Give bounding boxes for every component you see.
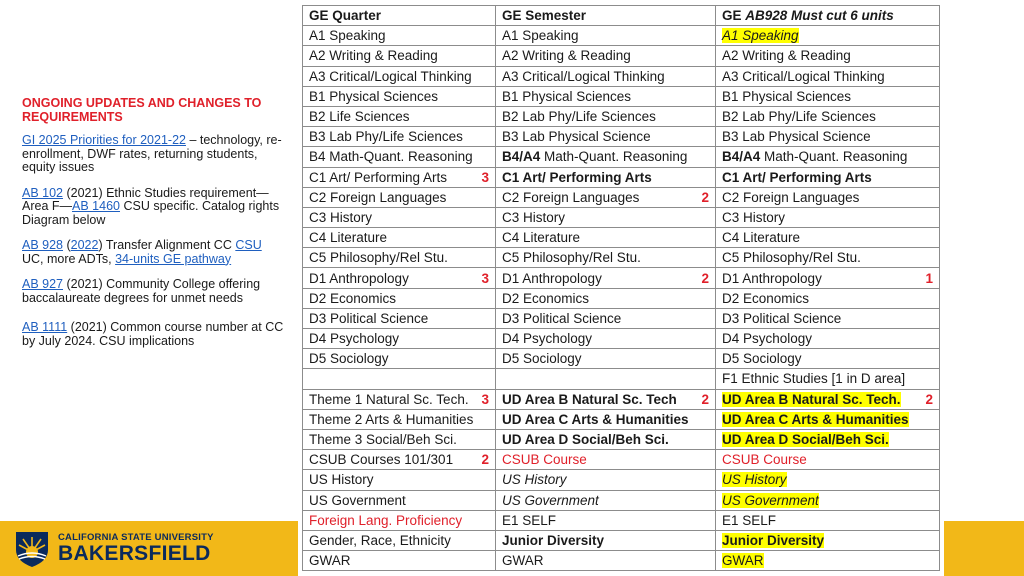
table-row — [303, 268, 940, 288]
table-cell — [716, 26, 940, 46]
table-cell — [496, 207, 716, 227]
cell-text: C4 Literature — [502, 230, 581, 246]
cell-text: B2 Lab Phy/Life Sciences — [722, 109, 876, 125]
table-cell — [496, 369, 716, 389]
table-cell — [303, 288, 496, 308]
table-cell — [303, 106, 496, 126]
cell-text: GWAR — [502, 553, 544, 569]
cell-text: C4 Literature — [309, 230, 388, 246]
cell-text: E1 SELF — [722, 512, 777, 528]
cell-text: A1 Speaking — [722, 28, 799, 44]
table-cell — [303, 207, 496, 227]
table-row — [303, 329, 940, 349]
table-cell — [716, 167, 940, 187]
footer-bar-right — [944, 521, 1024, 576]
table-cell — [303, 551, 496, 571]
table-cell — [496, 268, 716, 288]
unit-count: 1 — [925, 270, 933, 286]
cell-text: C1 Art/ Performing Arts — [502, 169, 652, 185]
table-cell — [303, 510, 496, 530]
table-cell — [496, 288, 716, 308]
table-cell — [716, 86, 940, 106]
table-cell — [716, 268, 940, 288]
table-row — [303, 409, 940, 429]
table-cell — [496, 66, 716, 86]
unit-count: 2 — [925, 391, 933, 407]
table-row — [303, 106, 940, 126]
table-row — [303, 228, 940, 248]
cell-text: US History — [722, 472, 787, 488]
table-row — [303, 147, 940, 167]
table-cell — [716, 248, 940, 268]
link-ab-928[interactable]: AB 928 — [22, 238, 64, 252]
table-cell — [496, 329, 716, 349]
cell-text: E1 SELF — [502, 512, 557, 528]
table-cell — [303, 46, 496, 66]
unit-count: 3 — [481, 391, 489, 407]
table-cell: B4/A4 Math-Quant. Reasoning — [716, 147, 940, 167]
cell-text: Junior Diversity — [502, 532, 605, 548]
table-cell — [496, 228, 716, 248]
table-cell — [496, 127, 716, 147]
table-cell: B4/A4 Math-Quant. Reasoning — [496, 147, 716, 167]
cell-text: US History — [309, 472, 374, 488]
table-cell — [303, 26, 496, 46]
table-row — [303, 470, 940, 490]
link-ab-1111[interactable]: AB 1111 — [22, 320, 68, 334]
cell-text: D3 Political Science — [502, 310, 622, 326]
table-cell — [496, 308, 716, 328]
cell-text: C2 Foreign Languages — [722, 189, 860, 205]
cell-text: D2 Economics — [502, 290, 590, 306]
cell-text: CSUB Course — [502, 452, 587, 468]
cell-text: D3 Political Science — [722, 310, 842, 326]
table-cell — [496, 530, 716, 550]
table-cell — [496, 106, 716, 126]
table-cell — [496, 389, 716, 409]
table-cell — [716, 470, 940, 490]
left-panel — [22, 96, 284, 360]
cell-text: D4 Psychology — [309, 331, 400, 347]
cell-text: Math-Quant. Reasoning — [544, 149, 688, 165]
table-row — [303, 429, 940, 449]
table-cell — [496, 187, 716, 207]
cell-text: Theme 1 Natural Sc. Tech. — [309, 391, 469, 407]
cell-text: A3 Critical/Logical Thinking — [722, 68, 885, 84]
table-cell — [303, 268, 496, 288]
table-row — [303, 248, 940, 268]
note-ab-102: AB 102 (2021) Ethnic Studies requirement—Area F—AB 1460 CSU specific. Catalog rights Diagram below — [22, 185, 280, 227]
table-cell — [303, 228, 496, 248]
table-cell — [716, 450, 940, 470]
cell-text: CSUB Courses 101/301 — [309, 452, 454, 468]
note-gi-2025: GI 2025 Priorities for 2021-22 – technology, re-enrollment, DWF rates, returning students, equity issues — [22, 133, 282, 174]
table-row — [303, 66, 940, 86]
cell-text: Math-Quant. Reasoning — [764, 149, 908, 165]
table-cell — [303, 530, 496, 550]
table-cell — [496, 86, 716, 106]
table-cell — [496, 510, 716, 530]
cell-text: GWAR — [722, 553, 764, 569]
link-csu[interactable]: CSU — [235, 238, 262, 252]
cell-text: C4 Literature — [722, 230, 801, 246]
cell-text: A3 Critical/Logical Thinking — [309, 68, 472, 84]
cell-text: UD Area C Arts & Humanities — [502, 411, 689, 427]
table-row — [303, 26, 940, 46]
table-cell — [303, 147, 496, 167]
cell-text: Theme 2 Arts & Humanities — [309, 411, 474, 427]
cell-text: B1 Physical Sciences — [502, 88, 632, 104]
table-cell — [496, 46, 716, 66]
header-ge-semester: GE Semester — [496, 6, 716, 26]
cell-text: D3 Political Science — [309, 310, 429, 326]
table-row — [303, 187, 940, 207]
cell-text: B1 Physical Sciences — [309, 88, 439, 104]
header-ge-ab928: GE AB928 Must cut 6 units — [716, 6, 940, 26]
table-header-row — [303, 6, 940, 26]
table-cell — [303, 409, 496, 429]
cell-text: C3 History — [502, 209, 566, 225]
table-cell — [716, 490, 940, 510]
cell-text: C5 Philosophy/Rel Stu. — [722, 250, 861, 266]
table-row — [303, 450, 940, 470]
table-cell — [496, 167, 716, 187]
table-cell — [496, 490, 716, 510]
cell-text: D2 Economics — [309, 290, 397, 306]
cell-text: C3 History — [309, 209, 373, 225]
link-ab-1460[interactable]: AB 1460 — [72, 199, 120, 213]
link-gi-2025[interactable]: GI 2025 Priorities for 2021-22 — [22, 133, 186, 147]
table-cell — [303, 127, 496, 147]
header-ge-quarter: GE Quarter — [303, 6, 496, 26]
table-row — [303, 288, 940, 308]
cell-text: A1 Speaking — [309, 28, 386, 44]
cell-text: D5 Sociology — [309, 351, 389, 367]
table-cell — [716, 288, 940, 308]
table-cell — [303, 450, 496, 470]
unit-count: 2 — [701, 270, 709, 286]
cell-text: US History — [502, 472, 567, 488]
cell-text: Theme 3 Social/Beh Sci. — [309, 432, 457, 448]
logo-university-line: CALIFORNIA STATE UNIVERSITY — [58, 531, 214, 543]
cell-text: F1 Ethnic Studies [1 in D area] — [722, 371, 906, 387]
table-cell — [496, 409, 716, 429]
cell-text: A2 Writing & Reading — [502, 48, 631, 64]
sun-rays-logo-icon — [12, 528, 52, 568]
table-row — [303, 46, 940, 66]
table-cell — [303, 369, 496, 389]
table-cell — [716, 369, 940, 389]
cell-text: UD Area C Arts & Humanities — [722, 411, 909, 427]
cell-text: US Government — [502, 492, 599, 508]
cell-text: B2 Lab Phy/Life Sciences — [502, 109, 656, 125]
table-cell — [716, 409, 940, 429]
table-cell — [496, 450, 716, 470]
table-cell — [716, 308, 940, 328]
cell-text: C1 Art/ Performing Arts — [722, 169, 872, 185]
table-cell — [303, 167, 496, 187]
table-row — [303, 510, 940, 530]
unit-count: 2 — [481, 452, 489, 468]
table-cell — [716, 389, 940, 409]
table-cell — [716, 510, 940, 530]
table-row — [303, 167, 940, 187]
table-cell — [303, 349, 496, 369]
cell-text: C1 Art/ Performing Arts — [309, 169, 448, 185]
table-row — [303, 369, 940, 389]
cell-text: D1 Anthropology — [722, 270, 822, 286]
table-cell — [716, 46, 940, 66]
link-2022[interactable]: 2022 — [70, 238, 99, 252]
cell-text: US Government — [722, 492, 819, 508]
table-cell — [496, 349, 716, 369]
table-cell — [303, 470, 496, 490]
table-cell — [716, 207, 940, 227]
cell-text: Junior Diversity — [722, 532, 825, 548]
table-cell — [496, 429, 716, 449]
cell-text: C5 Philosophy/Rel Stu. — [502, 250, 641, 266]
cell-text: CSUB Course — [722, 452, 807, 468]
table-cell — [716, 551, 940, 571]
csub-logo — [12, 528, 214, 568]
table-row — [303, 86, 940, 106]
cell-text: B4 Math-Quant. Reasoning — [309, 149, 473, 165]
link-ab-102[interactable]: AB 102 — [22, 185, 64, 200]
cell-text: D4 Psychology — [502, 331, 593, 347]
unit-count: 3 — [481, 169, 489, 185]
table-cell — [303, 248, 496, 268]
cell-text: UD Area D Social/Beh Sci. — [722, 432, 889, 448]
table-cell — [716, 530, 940, 550]
table-cell — [303, 329, 496, 349]
table-cell — [716, 349, 940, 369]
table-cell — [303, 86, 496, 106]
table-row — [303, 349, 940, 369]
cell-text: B3 Lab Physical Science — [722, 129, 871, 145]
table-cell — [496, 248, 716, 268]
logo-campus-name: BAKERSFIELD — [58, 541, 211, 565]
table-cell — [496, 26, 716, 46]
table-cell — [496, 551, 716, 571]
table-row — [303, 530, 940, 550]
cell-text: Gender, Race, Ethnicity — [309, 532, 451, 548]
cell-text: UD Area D Social/Beh Sci. — [502, 432, 669, 448]
table-cell — [303, 187, 496, 207]
table-row — [303, 127, 940, 147]
table-cell — [303, 490, 496, 510]
cell-text: C2 Foreign Languages — [502, 189, 640, 205]
table-cell — [716, 329, 940, 349]
unit-count: 2 — [701, 189, 709, 205]
table-row — [303, 551, 940, 571]
cell-text: C2 Foreign Languages — [309, 189, 447, 205]
table-row — [303, 490, 940, 510]
table-cell — [303, 389, 496, 409]
cell-text: D1 Anthropology — [502, 270, 602, 286]
cell-text: D5 Sociology — [502, 351, 582, 367]
cell-text: US Government — [309, 492, 406, 508]
link-ab-927[interactable]: AB 927 — [22, 277, 64, 291]
cell-text: A2 Writing & Reading — [722, 48, 851, 64]
cell-text: B1 Physical Sciences — [722, 88, 852, 104]
table-row — [303, 207, 940, 227]
table-cell — [716, 228, 940, 248]
note-ab-1111: AB 1111 (2021) Common course number at CC by July 2024. CSU implications — [22, 320, 284, 348]
link-34-units-ge-pathway[interactable]: 34-units GE pathway — [115, 251, 232, 266]
cell-text: A2 Writing & Reading — [309, 48, 438, 64]
unit-count: 2 — [701, 391, 709, 407]
cell-text: A3 Critical/Logical Thinking — [502, 68, 665, 84]
cell-text: A1 Speaking — [502, 28, 579, 44]
cell-text: GWAR — [309, 553, 351, 569]
ge-comparison-table — [302, 5, 940, 571]
table-row — [303, 308, 940, 328]
cell-text: Foreign Lang. Proficiency — [309, 512, 463, 528]
cell-text: D1 Anthropology — [309, 270, 409, 286]
table-cell — [303, 308, 496, 328]
cell-text: UD Area B Natural Sc. Tech — [502, 391, 677, 407]
table-cell — [716, 106, 940, 126]
table-cell — [716, 429, 940, 449]
unit-count: 3 — [481, 270, 489, 286]
note-ab-927: AB 927 (2021) Community College offering baccalaureate degrees for unmet needs — [22, 277, 261, 305]
cell-text: D2 Economics — [722, 290, 810, 306]
table-cell — [716, 66, 940, 86]
cell-text: UD Area B Natural Sc. Tech. — [722, 391, 901, 407]
cell-text: D5 Sociology — [722, 351, 802, 367]
cell-text: C5 Philosophy/Rel Stu. — [309, 250, 448, 266]
table-row — [303, 389, 940, 409]
cell-text: C3 History — [722, 209, 786, 225]
table-cell — [303, 66, 496, 86]
table-cell — [303, 429, 496, 449]
cell-text: B3 Lab Physical Science — [502, 129, 651, 145]
table-cell — [496, 470, 716, 490]
table-cell — [716, 187, 940, 207]
cell-text: B2 Life Sciences — [309, 109, 410, 125]
cell-text: B3 Lab Phy/Life Sciences — [309, 129, 463, 145]
note-ab-928: AB 928 (2022) Transfer Alignment CC CSU UC, more ADTs, 34-units GE pathway — [22, 238, 262, 266]
table-cell — [716, 127, 940, 147]
cell-text: D4 Psychology — [722, 331, 813, 347]
section-heading: ONGOING UPDATES AND CHANGES TO REQUIREMENTS — [22, 96, 262, 124]
